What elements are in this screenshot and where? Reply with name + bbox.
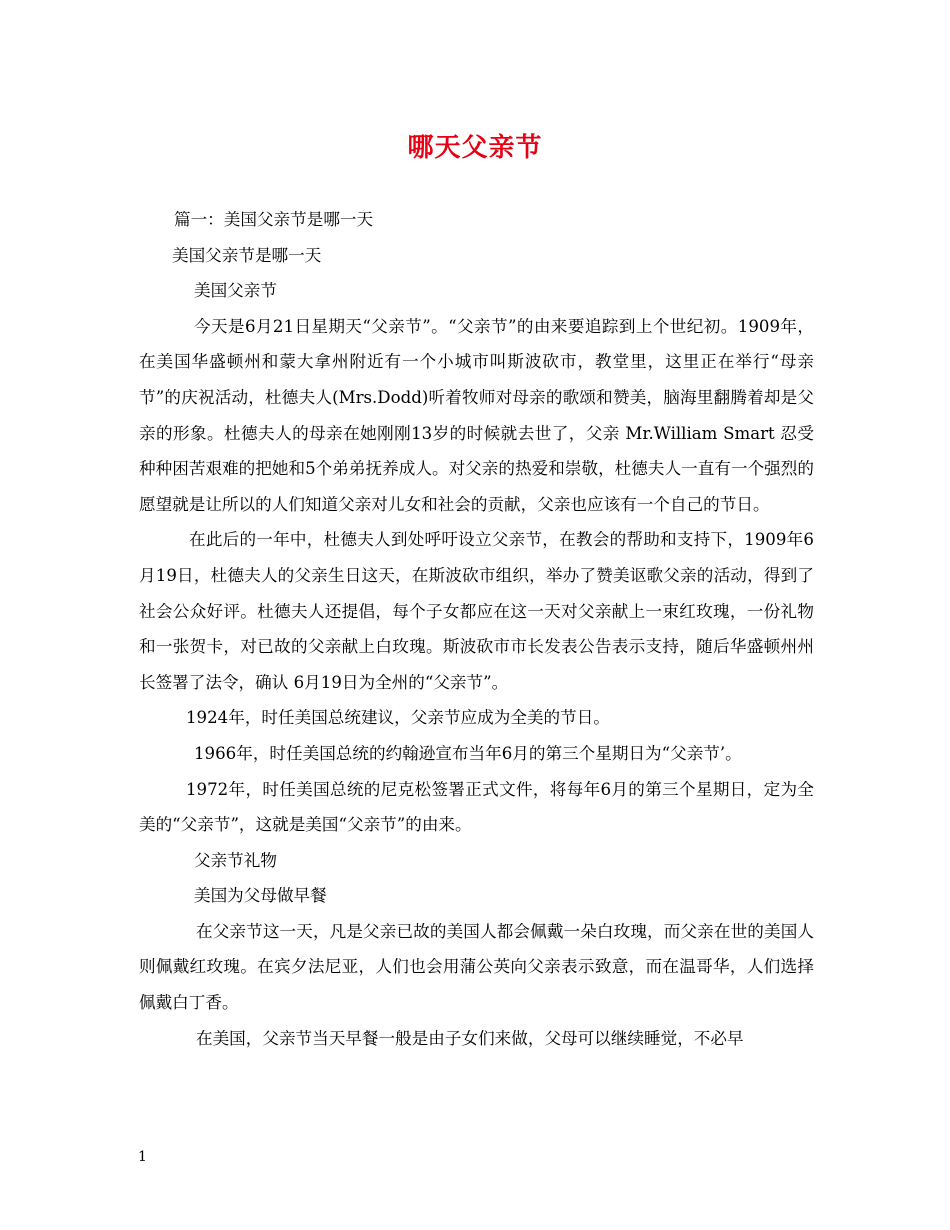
paragraph: 在美国，父亲节当天早餐一般是由子女们来做，父母可以继续睡觉，不必早 <box>196 1028 744 1048</box>
subheading: 父亲节礼物 <box>194 850 277 870</box>
paragraph: 1972年，时任美国总统的尼克松签署正式文件，将每年6月的第三个星期日，定为全美的“父亲节”，这就是美国“父亲节”的由来。 <box>139 779 814 835</box>
document-title: 哪天父亲节 <box>407 133 543 163</box>
paragraph: 在此后的一年中，杜德夫人到处呼吁设立父亲节，在教会的帮助和支持下，1909年6月19日，杜德夫人的父亲生日这天，在斯波砍市组织，举办了赞美讴歌父亲的活动，得到了社会公众好评。杜德夫人还提倡，每个子女都应在这一天对父亲献上一束红玫瑰，一份礼物和一张贺卡，对已故的父亲献上白玫瑰。斯波砍市市长发表公告表示支持，随后华盛顿州州长签署了法令，确认 6月19日为全州的“父亲节”。 <box>139 530 814 692</box>
subheading: 美国为父母做早餐 <box>194 886 327 906</box>
paragraph: 1924年，时任美国总统建议，父亲节应成为全美的节日。 <box>186 708 610 728</box>
subheading: 美国父亲节 <box>194 281 277 301</box>
paragraph: 今天是6月21日星期天“父亲节”。“父亲节”的由来要追踪到上个世纪初。1909年，在美国华盛顿州和蒙大拿州附近有一个小城市叫斯波砍市，教堂里，这里正在举行“母亲节”的庆祝活动，杜德夫人(Mrs.Dodd)听着牧师对母亲的歌颂和赞美，脑海里翻腾着却是父亲的形象。杜德夫人的母亲在她刚刚13岁的时候就去世了，父亲 Mr.William Smart 忍受种种困苦艰难的把她和5个弟弟抚养成人。对父亲的热爱和崇敬，杜德夫人一直有一个强烈的愿望就是让所以的人们知道父亲对儿女和社会的贡献，父亲也应该有一个自己的节日。 <box>139 316 814 514</box>
page-number: 1 <box>138 1149 147 1165</box>
subheading: 美国父亲节是哪一天 <box>172 245 322 265</box>
paragraph: 在父亲节这一天，凡是父亲已故的美国人都会佩戴一朵白玫瑰，而父亲在世的美国人则佩戴红玫瑰。在宾夕法尼亚，人们也会用蒲公英向父亲表示致意，而在温哥华，人们选择佩戴白丁香。 <box>139 921 814 1013</box>
document-body <box>139 202 814 1056</box>
paragraph: 1966年，时任美国总统的约翰逊宣布当年6月的第三个星期日为“父亲节’。 <box>194 743 742 763</box>
section-heading: 篇一：美国父亲节是哪一天 <box>174 210 374 229</box>
